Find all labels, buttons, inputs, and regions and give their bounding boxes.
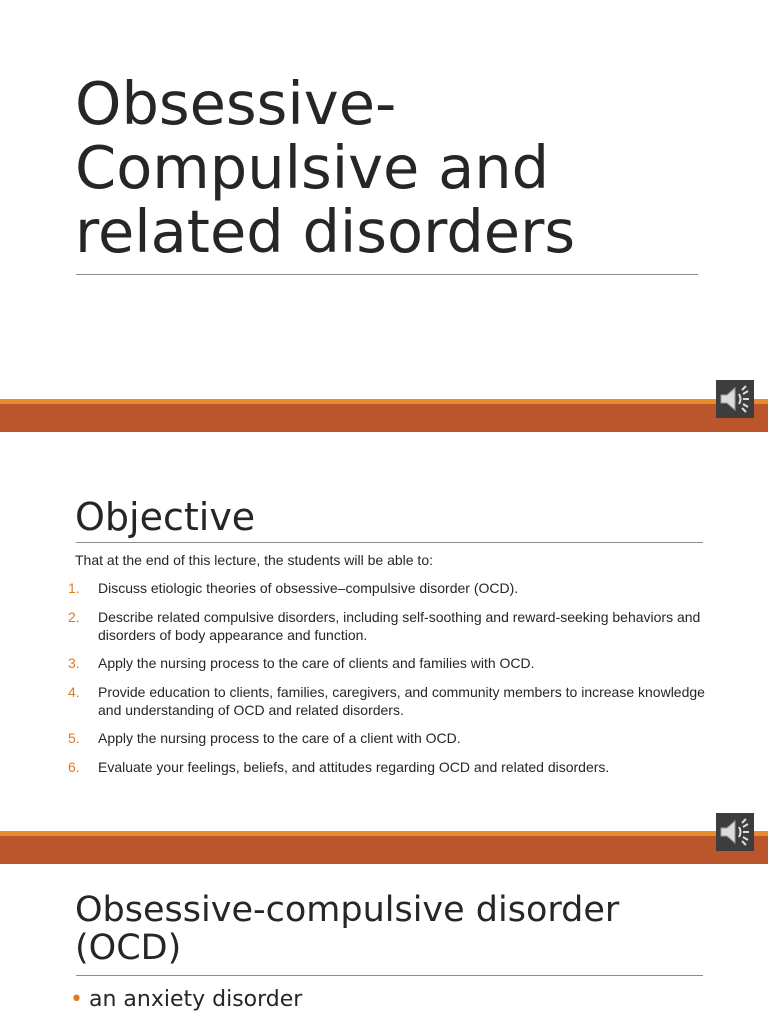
objective-number: 4.	[68, 683, 80, 700]
objective-text: Apply the nursing process to the care of a client with OCD.	[98, 730, 461, 746]
slide1-title	[75, 69, 715, 266]
objectives-list	[68, 579, 708, 786]
slide1-title-line3: related disorders	[75, 197, 576, 266]
slide2-divider	[76, 542, 703, 543]
slide3-title-line1: Obsessive-compulsive disorder	[75, 890, 620, 930]
objective-text: Describe related compulsive disorders, including self-soothing and reward-seeking behaviors and disorders of body appearance and function.	[98, 608, 701, 643]
objective-number: 2.	[68, 608, 80, 625]
speaker-icon-graphic	[718, 382, 752, 416]
slide3-title-line2: (OCD)	[75, 928, 182, 968]
band-main-stripe	[0, 836, 768, 864]
objective-item	[68, 729, 708, 747]
slide1-divider	[76, 274, 698, 275]
slide1-title-line2: Compulsive and	[75, 133, 550, 202]
objective-number: 3.	[68, 655, 80, 671]
objective-text: Provide education to clients, families, caregivers, and community members to increase knowledge and understanding of OCD and related disorders.	[98, 683, 705, 718]
objective-number: 6.	[68, 758, 80, 775]
slide3-bullet-item	[70, 986, 302, 1014]
objective-item	[68, 654, 708, 672]
slide-separator-band	[0, 399, 768, 432]
objective-number: 5.	[68, 730, 80, 746]
bullet-marker: •	[70, 987, 83, 1012]
objective-text: Apply the nursing process to the care of clients and families with OCD.	[98, 655, 535, 671]
band-main-stripe	[0, 404, 768, 432]
objective-text: Evaluate your feelings, beliefs, and attitudes regarding OCD and related disorders.	[98, 758, 610, 775]
objective-item	[68, 758, 708, 776]
speaker-icon-graphic	[718, 815, 752, 849]
slide3-title	[75, 891, 715, 967]
speaker-icon[interactable]	[716, 380, 754, 418]
slide2-title: Objective	[75, 495, 256, 539]
objectives-intro: That at the end of this lecture, the students will be able to:	[75, 552, 433, 568]
slide3-divider	[76, 975, 703, 976]
objective-item	[68, 683, 708, 719]
objective-number: 1.	[68, 580, 80, 596]
bullet-text: an anxiety disorder	[88, 987, 303, 1012]
speaker-icon[interactable]	[716, 813, 754, 851]
slide-separator-band	[0, 831, 768, 864]
objective-text: Discuss etiologic theories of obsessive–compulsive disorder (OCD).	[98, 580, 519, 596]
slide1-title-line1: Obsessive-	[75, 69, 397, 138]
objective-item	[68, 608, 708, 644]
objective-item	[68, 579, 708, 597]
